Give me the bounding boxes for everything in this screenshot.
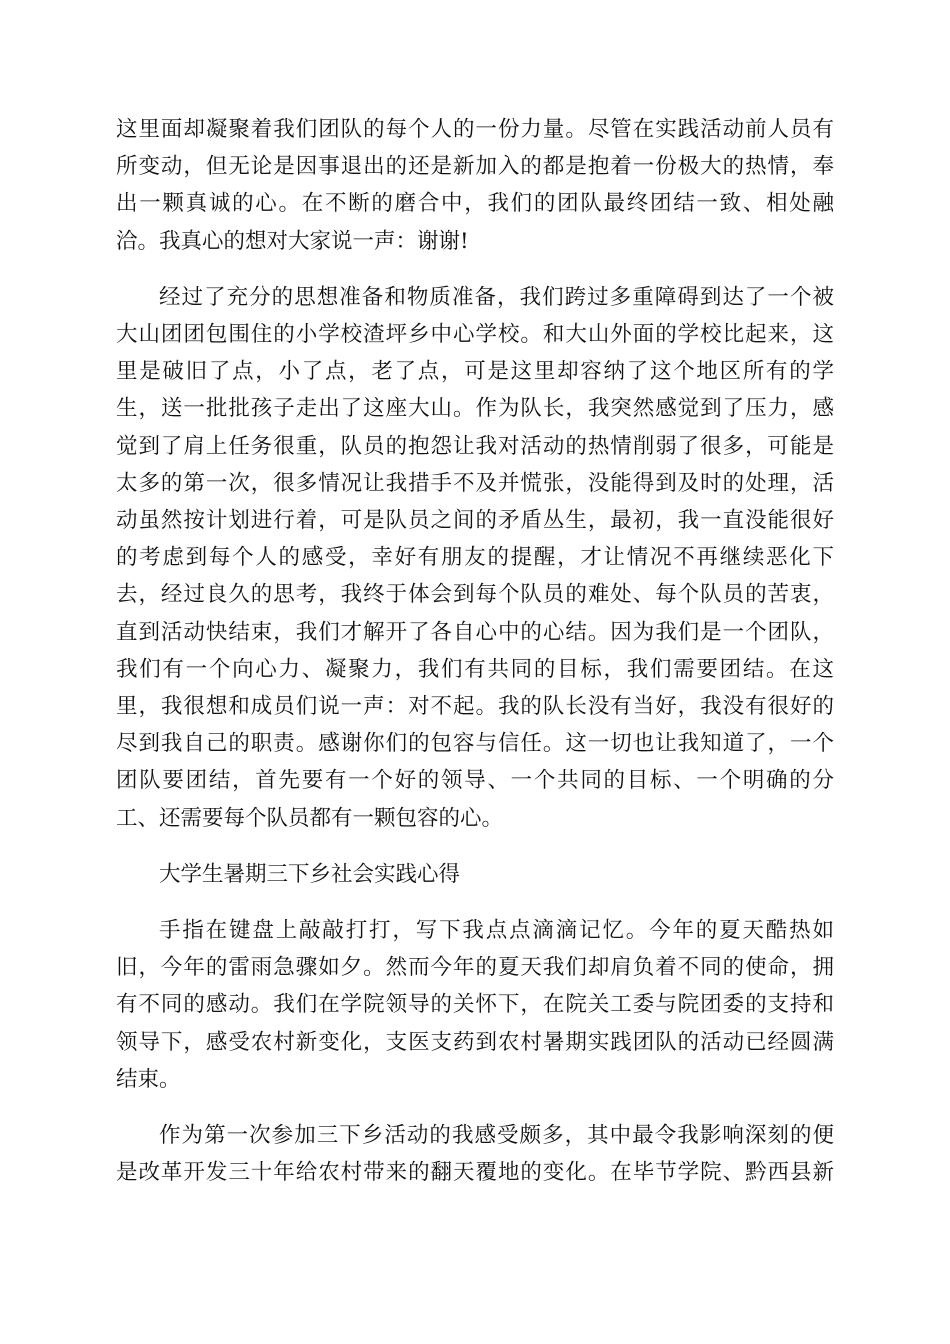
section-heading	[116, 856, 834, 893]
text-line: 工、还需要每个队员都有一颗包容的心。	[116, 805, 504, 831]
text-line: 结束。	[116, 1066, 181, 1092]
text-line: 手指在键盘上敲敲打打，写下我点点滴滴记忆。今年的夏天酷热如	[159, 918, 834, 944]
text-line: 的考虑到每个人的感受，幸好有朋友的提醒，才让情况不再继续恶化下	[116, 545, 834, 571]
paragraph-rural-change	[116, 1117, 834, 1191]
text-line: 生，送一批批孩子走出了这座大山。作为队长，我突然感觉到了压力，感	[116, 396, 834, 422]
text-line: 经过了充分的思想准备和物质准备，我们跨过多重障碍到达了一个被	[159, 284, 834, 310]
text-line: 领导下，感受农村新变化，支医支药到农村暑期实践团队的活动已经圆满	[116, 1029, 834, 1055]
text-line: 动虽然按计划进行着，可是队员之间的矛盾丛生，最初，我一直没能很好	[116, 508, 834, 534]
text-line: 尽到我自己的职责。感谢你们的包容与信任。这一切也让我知道了，一个	[116, 731, 834, 757]
text-line: 直到活动快结束，我们才解开了各自心中的心结。因为我们是一个团队，	[116, 619, 834, 645]
text-line: 洽。我真心的想对大家说一声：谢谢!	[116, 228, 469, 254]
paragraph-captain-reflection	[116, 279, 834, 837]
text-line: 里是破旧了点，小了点，老了点，可是这里却容纳了这个地区所有的学	[116, 359, 834, 385]
paragraph-team-strength	[116, 111, 834, 260]
text-line: 所变动，但无论是因事退出的还是新加入的都是抱着一份极大的热情，奉	[116, 154, 834, 180]
text-line: 我们有一个向心力、凝聚力，我们有共同的目标，我们需要团结。在这	[116, 656, 834, 682]
text-line: 太多的第一次，很多情况让我措手不及并慌张，没能得到及时的处理，活	[116, 470, 834, 496]
text-line: 这里面却凝聚着我们团队的每个人的一份力量。尽管在实践活动前人员有	[116, 117, 834, 142]
heading-line: 大学生暑期三下乡社会实践心得	[159, 861, 461, 887]
text-line: 出一颗真诚的心。在不断的磨合中，我们的团队最终团结一致、相处融	[116, 191, 834, 217]
text-line: 是改革开发三十年给农村带来的翻天覆地的变化。在毕节学院、黔西县新	[116, 1160, 834, 1186]
text-line: 作为第一次参加三下乡活动的我感受颇多，其中最令我影响深刻的便	[159, 1123, 834, 1149]
document-page	[116, 111, 834, 1210]
text-line: 觉到了肩上任务很重，队员的抱怨让我对活动的热情削弱了很多，可能是	[116, 433, 834, 459]
paragraph-summer-memory	[116, 912, 834, 1098]
text-line: 大山团团包围住的小学校渣坪乡中心学校。和大山外面的学校比起来，这	[116, 322, 834, 348]
text-line: 团队要团结，首先要有一个好的领导、一个共同的目标、一个明确的分	[116, 768, 834, 794]
text-line: 有不同的感动。我们在学院领导的关怀下，在院关工委与院团委的支持和	[116, 992, 834, 1018]
text-line: 旧，今年的雷雨急骤如夕。然而今年的夏天我们却肩负着不同的使命，拥	[116, 955, 834, 981]
text-line: 里，我很想和成员们说一声：对不起。我的队长没有当好，我没有很好的	[116, 694, 834, 720]
text-line: 去，经过良久的思考，我终于体会到每个队员的难处、每个队员的苦衷，	[116, 582, 834, 608]
